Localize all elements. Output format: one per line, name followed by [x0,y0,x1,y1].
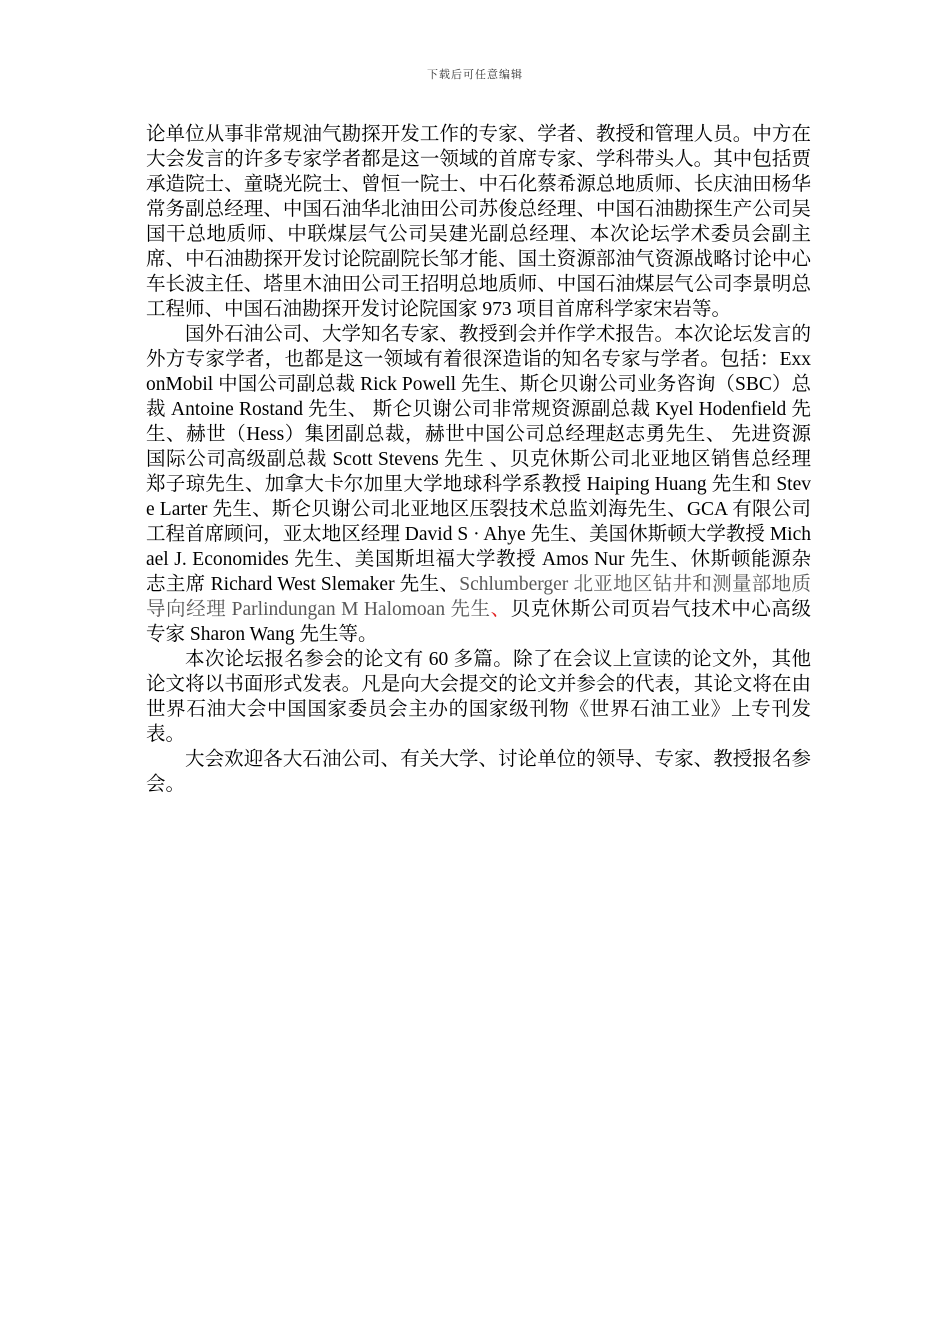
paragraph-2 [146,322,811,647]
paragraph-2-grey-text: Schlumberger 北亚地区钻井和测量部地质导向经理 Parlindungan M Halomoan 先生 [146,574,811,620]
document-body [146,122,811,797]
paragraph-4: 大会欢迎各大石油公司、有关大学、讨论单位的领导、专家、教授报名参会。 [146,749,811,795]
paragraph-3: 本次论坛报名参会的论文有 60 多篇。除了在会议上宣读的论文外，其他论文将以书面形式发表。凡是向大会提交的论文并参会的代表，其论文将在由世界石油大会中国国家委员会主办的国家级刊物《世界石油工业》上专刊发表。 [146,649,811,745]
page-header: 下载后可任意编辑 [427,68,523,81]
paragraph-2-main: 国外石油公司、大学知名专家、教授到会并作学术报告。本次论坛发言的外方专家学者，也都是这一领域有着很深造诣的知名专家与学者。包括：ExxonMobil 中国公司副总裁 Rick Powell 先生、斯仑贝谢公司业务咨询（SBC）总裁 Antoine Rostand 先生、 斯仑贝谢公司非常规资源副总裁 Kyel Hodenfield 先生、赫世（Hess）集团副总裁，赫世中国公司总经理赵志勇先生、 先进资源国际公司高级副总裁 Scott Stevens 先生 、贝克休斯公司北亚地区销售总经理郑子琼先生、加拿大卡尔加里大学地球科学系教授 Haiping Huang 先生和 Steve Larter 先生、斯仑贝谢公司北亚地区压裂技术总监刘海先生、GCA 有限公司工程首席顾问，亚太地区经理 David S · Ahye 先生、美国休斯顿大学教授 Michael J. Economides 先生、美国斯坦福大学教授 Amos Nur 先生、休斯顿能源杂志主席 Richard West Slemaker 先生、 [146,324,811,595]
paragraph-2-red-mark: 、 [490,599,511,620]
paragraph-1: 论单位从事非常规油气勘探开发工作的专家、学者、教授和管理人员。中方在大会发言的许多专家学者都是这一领域的首席专家、学科带头人。其中包括贾承造院士、童晓光院士、曾恒一院士、中石化蔡希源总地质师、长庆油田杨华常务副总经理、中国石油华北油田公司苏俊总经理、中国石油勘探生产公司吴国干总地质师、中联煤层气公司吴建光副总经理、本次论坛学术委员会副主席、中石油勘探开发讨论院副院长邹才能、国土资源部油气资源战略讨论中心车长波主任、塔里木油田公司王招明总地质师、中国石油煤层气公司李景明总工程师、中国石油勘探开发讨论院国家 973 项目首席科学家宋岩等。 [146,124,811,320]
paragraph-2-tail: 贝克休斯公司页岩气技术中心高级专家 Sharon Wang 先生等。 [146,599,811,645]
